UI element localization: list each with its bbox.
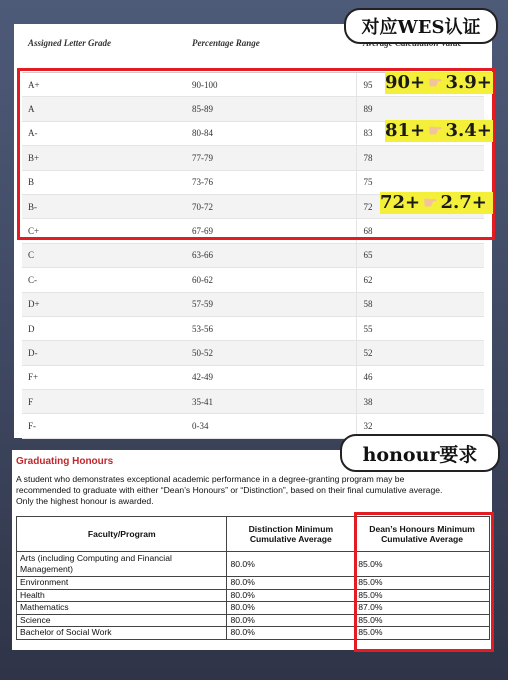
average-value-cell: 78: [357, 146, 484, 170]
grade-row: [22, 390, 484, 414]
percentage-range-cell: 63-66: [186, 243, 357, 267]
percentage-range-cell: 42-49: [186, 365, 357, 389]
letter-grade-cell: C: [22, 243, 186, 267]
average-value-cell: 95: [357, 73, 484, 97]
annotation-left-value: 81+: [385, 120, 426, 141]
average-value-cell: 72: [357, 194, 484, 218]
percentage-range-cell: 73-76: [186, 170, 357, 194]
header-percentage-range: Percentage Range: [186, 32, 357, 73]
program-cell: Arts (including Computing and Financial Management): [17, 552, 227, 577]
percentage-range-cell: 67-69: [186, 219, 357, 243]
distinction-cell: 80.0%: [227, 602, 355, 615]
letter-grade-cell: F+: [22, 365, 186, 389]
pointing-hand-icon: ☛: [423, 193, 438, 212]
distinction-cell: 80.0%: [227, 627, 355, 640]
average-value-cell: 89: [357, 97, 484, 121]
annotation-a-minus: [385, 120, 493, 142]
distinction-cell: 80.0%: [227, 552, 355, 577]
deans-honours-cell: 85.0%: [355, 552, 490, 577]
average-value-cell: 46: [357, 365, 484, 389]
average-value-cell: 32: [357, 414, 484, 438]
deans-honours-cell: 87.0%: [355, 602, 490, 615]
percentage-range-cell: 90-100: [186, 73, 357, 97]
letter-grade-cell: B+: [22, 146, 186, 170]
percentage-range-cell: 77-79: [186, 146, 357, 170]
average-value-cell: 52: [357, 341, 484, 365]
annotation-right-value: 2.7+: [440, 192, 487, 213]
percentage-range-cell: 53-56: [186, 316, 357, 340]
deans-honours-cell: 85.0%: [355, 627, 490, 640]
deans-honours-cell: 85.0%: [355, 589, 490, 602]
pointing-hand-icon: ☛: [428, 73, 443, 92]
letter-grade-cell: D+: [22, 292, 186, 316]
honour-requirement-bubble: honour要求: [340, 434, 500, 472]
distinction-cell: 80.0%: [227, 577, 355, 590]
program-cell: Environment: [17, 577, 227, 590]
average-value-cell: 38: [357, 390, 484, 414]
program-cell: Mathematics: [17, 602, 227, 615]
letter-grade-cell: B-: [22, 194, 186, 218]
distinction-cell: 80.0%: [227, 589, 355, 602]
letter-grade-cell: F-: [22, 414, 186, 438]
header-letter-grade: Assigned Letter Grade: [22, 32, 186, 73]
distinction-cell: 80.0%: [227, 614, 355, 627]
letter-grade-cell: A-: [22, 121, 186, 145]
grade-row: [22, 341, 484, 365]
program-cell: Health: [17, 589, 227, 602]
grade-row: [22, 316, 484, 340]
average-value-cell: 55: [357, 316, 484, 340]
header-distinction: Distinction Minimum Cumulative Average: [227, 517, 355, 552]
letter-grade-cell: D: [22, 316, 186, 340]
percentage-range-cell: 57-59: [186, 292, 357, 316]
annotation-left-value: 72+: [380, 192, 421, 213]
annotation-left-value: 90+: [385, 72, 426, 93]
average-value-cell: 62: [357, 268, 484, 292]
percentage-range-cell: 60-62: [186, 268, 357, 292]
average-value-cell: 65: [357, 243, 484, 267]
percentage-range-cell: 70-72: [186, 194, 357, 218]
deans-honours-cell: 85.0%: [355, 614, 490, 627]
annotation-b-minus: [380, 192, 493, 214]
percentage-range-cell: 80-84: [186, 121, 357, 145]
average-value-cell: 58: [357, 292, 484, 316]
average-value-cell: 83: [357, 121, 484, 145]
letter-grade-cell: C+: [22, 219, 186, 243]
program-cell: Bachelor of Social Work: [17, 627, 227, 640]
header-faculty-program: Faculty/Program: [17, 517, 227, 552]
letter-grade-cell: C-: [22, 268, 186, 292]
percentage-range-cell: 35-41: [186, 390, 357, 414]
honours-title: Graduating Honours: [16, 456, 114, 467]
letter-grade-cell: B: [22, 170, 186, 194]
wes-equivalent-bubble: 对应WES认证: [344, 8, 498, 44]
grade-row: [22, 292, 484, 316]
header-deans-honours: Dean’s Honours Minimum Cumulative Average: [355, 517, 490, 552]
letter-grade-cell: F: [22, 390, 186, 414]
annotation-right-value: 3.4+: [445, 120, 492, 141]
deans-honours-cell: 85.0%: [355, 577, 490, 590]
letter-grade-cell: A: [22, 97, 186, 121]
letter-grade-cell: D-: [22, 341, 186, 365]
average-value-cell: 75: [357, 170, 484, 194]
letter-grade-cell: A+: [22, 73, 186, 97]
pointing-hand-icon: ☛: [428, 121, 443, 140]
percentage-range-cell: 85-89: [186, 97, 357, 121]
annotation-right-value: 3.9+: [445, 72, 492, 93]
grade-row: [22, 268, 484, 292]
percentage-range-cell: 50-52: [186, 341, 357, 365]
grade-row: [22, 243, 484, 267]
grade-row: [22, 365, 484, 389]
percentage-range-cell: 0-34: [186, 414, 357, 438]
deans-honours-highlight-box: [354, 512, 494, 652]
honours-description: A student who demonstrates exceptional academic performance in a degree-granting program may be recommended to graduate with either “Dean’s Honours” or “Distinction”, based on their final cumulative average. Only the highest honour is awarded.: [16, 474, 443, 506]
annotation-a-plus: [385, 72, 493, 94]
program-cell: Science: [17, 614, 227, 627]
average-value-cell: 68: [357, 219, 484, 243]
